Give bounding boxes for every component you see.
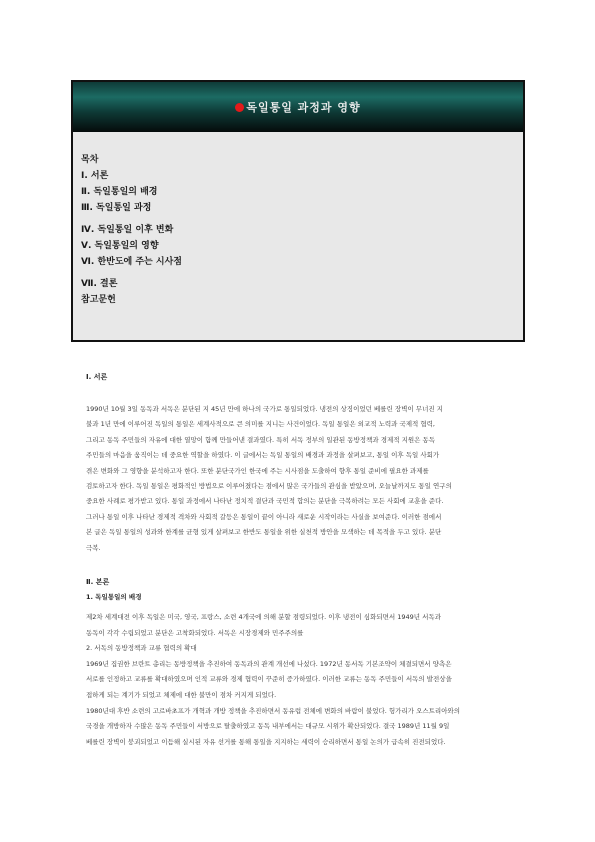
paragraph-line: 국경을 개방하자 수많은 동독 주민들이 서방으로 탈출하였고 동독 내부에서는 대규모 시위가 확산되었다. 결국 1989년 11월 9일 xyxy=(86,722,450,731)
toc-item-4[interactable]: Ⅳ. 독일통일 이후 변화 xyxy=(81,225,174,235)
paragraph-line: 그리고 동독 주민들의 자유에 대한 열망이 함께 만들어낸 결과였다. 특히 서독 정부의 일관된 동방정책과 경제적 지원은 동독 xyxy=(86,435,436,444)
toc-title xyxy=(235,99,360,115)
toc-item-contents[interactable]: 목차 xyxy=(81,155,99,165)
toc-item-5[interactable]: Ⅴ. 독일통일의 영향 xyxy=(81,241,159,251)
paragraph-line: 1980년대 후반 소련의 고르바초프가 개혁과 개방 정책을 추진하면서 동유럽 전체에 변화의 바람이 불었다. 헝가리가 오스트리아와의 xyxy=(86,706,461,715)
paragraph-line: 본 글은 독일 통일의 성과와 한계를 균형 있게 살펴보고 한반도 통일을 위한 실천적 방안을 모색하는 데 목적을 두고 있다. 분단 xyxy=(86,528,442,537)
intro-paragraph xyxy=(86,402,510,556)
paragraph-line: 겪은 변화와 그 영향을 분석하고자 한다. 또한 분단국가인 한국에 주는 시사점을 도출하여 향후 통일 준비에 필요한 과제를 xyxy=(86,466,429,475)
paragraph-line: 서로를 인정하고 교류를 확대하였으며 인적 교류와 경제 협력이 꾸준히 증가하였다. 이러한 교류는 동독 주민들이 서독의 발전상을 xyxy=(86,675,452,684)
paragraph-line: 검토하고자 한다. 독일 통일은 평화적인 방법으로 이루어졌다는 점에서 많은 국가들의 관심을 받았으며, 오늘날까지도 통일 연구의 xyxy=(86,481,452,490)
table-of-contents-box xyxy=(71,80,525,342)
toc-item-6[interactable]: Ⅵ. 한반도에 주는 시사점 xyxy=(81,257,182,267)
paragraph-line: 접하게 되는 계기가 되었고 체제에 대한 불만이 점차 커지게 되었다. xyxy=(86,690,277,699)
paragraph-line: 2. 서독의 동방정책과 교류 협력의 확대 xyxy=(86,644,197,653)
subsection-heading: 1. 독일통일의 배경 xyxy=(86,593,142,601)
paragraph-line: 불과 1년 만에 이루어진 독일의 통일은 세계사적으로 큰 의미를 지니는 사건이었다. 독일 통일은 외교적 노력과 국제적 협력, xyxy=(86,420,435,429)
toc-item-references[interactable]: 참고문헌 xyxy=(81,295,116,305)
paragraph-line: 그러나 통일 이후 나타난 경제적 격차와 사회적 갈등은 통일이 끝이 아니라 새로운 시작이라는 사실을 보여준다. 이러한 점에서 xyxy=(86,512,442,521)
toc-item-1[interactable]: Ⅰ. 서론 xyxy=(81,171,109,181)
section-body xyxy=(86,577,510,601)
toc-header-banner xyxy=(73,82,523,132)
body-paragraph xyxy=(86,610,510,750)
paragraph-line: 베를린 장벽이 붕괴되었고 이듬해 실시된 자유 선거를 통해 통일을 지지하는 세력이 승리하면서 통일 논의가 급속히 진전되었다. xyxy=(86,737,446,746)
paragraph-line: 1990년 10월 3일 동독과 서독은 분단된 지 45년 만에 하나의 국가로 통일되었다. 냉전의 상징이었던 베를린 장벽이 무너진 지 xyxy=(86,405,443,413)
paragraph-line: 극복. xyxy=(86,543,101,552)
section-heading-intro: Ⅰ. 서론 xyxy=(86,373,108,381)
section-heading-body: Ⅱ. 본론 xyxy=(86,578,110,586)
paragraph-line: 1969년 집권한 브란트 총리는 동방정책을 추진하여 동독과의 관계 개선에 나섰다. 1972년 동서독 기본조약이 체결되면서 양측은 xyxy=(86,659,452,668)
paragraph-line: 제2차 세계대전 이후 독일은 미국, 영국, 프랑스, 소련 4개국에 의해 분할 점령되었다. 이후 냉전이 심화되면서 1949년 서독과 xyxy=(86,613,441,621)
toc-item-2[interactable]: Ⅱ. 독일통일의 배경 xyxy=(81,187,158,197)
bullet-circle-icon xyxy=(235,103,244,112)
section-intro xyxy=(86,372,510,382)
paragraph-line: 주민들의 마음을 움직이는 데 중요한 역할을 하였다. 이 글에서는 독일 통일의 배경과 과정을 살펴보고, 통일 이후 독일 사회가 xyxy=(86,451,440,460)
paragraph-line: 중요한 사례로 평가받고 있다. 통일 과정에서 나타난 정치적 결단과 국민적 합의는 분단을 극복하려는 모든 사회에 교훈을 준다. xyxy=(86,497,444,506)
toc-item-3[interactable]: Ⅲ. 독일통일 과정 xyxy=(81,203,152,213)
paragraph-line: 동독이 각각 수립되었고 분단은 고착화되었다. 서독은 시장경제와 민주주의를 xyxy=(86,628,304,637)
toc-item-7[interactable]: Ⅶ. 결론 xyxy=(81,279,118,289)
toc-list xyxy=(73,132,523,308)
toc-title-text: 독일통일 과정과 영향 xyxy=(246,101,361,114)
